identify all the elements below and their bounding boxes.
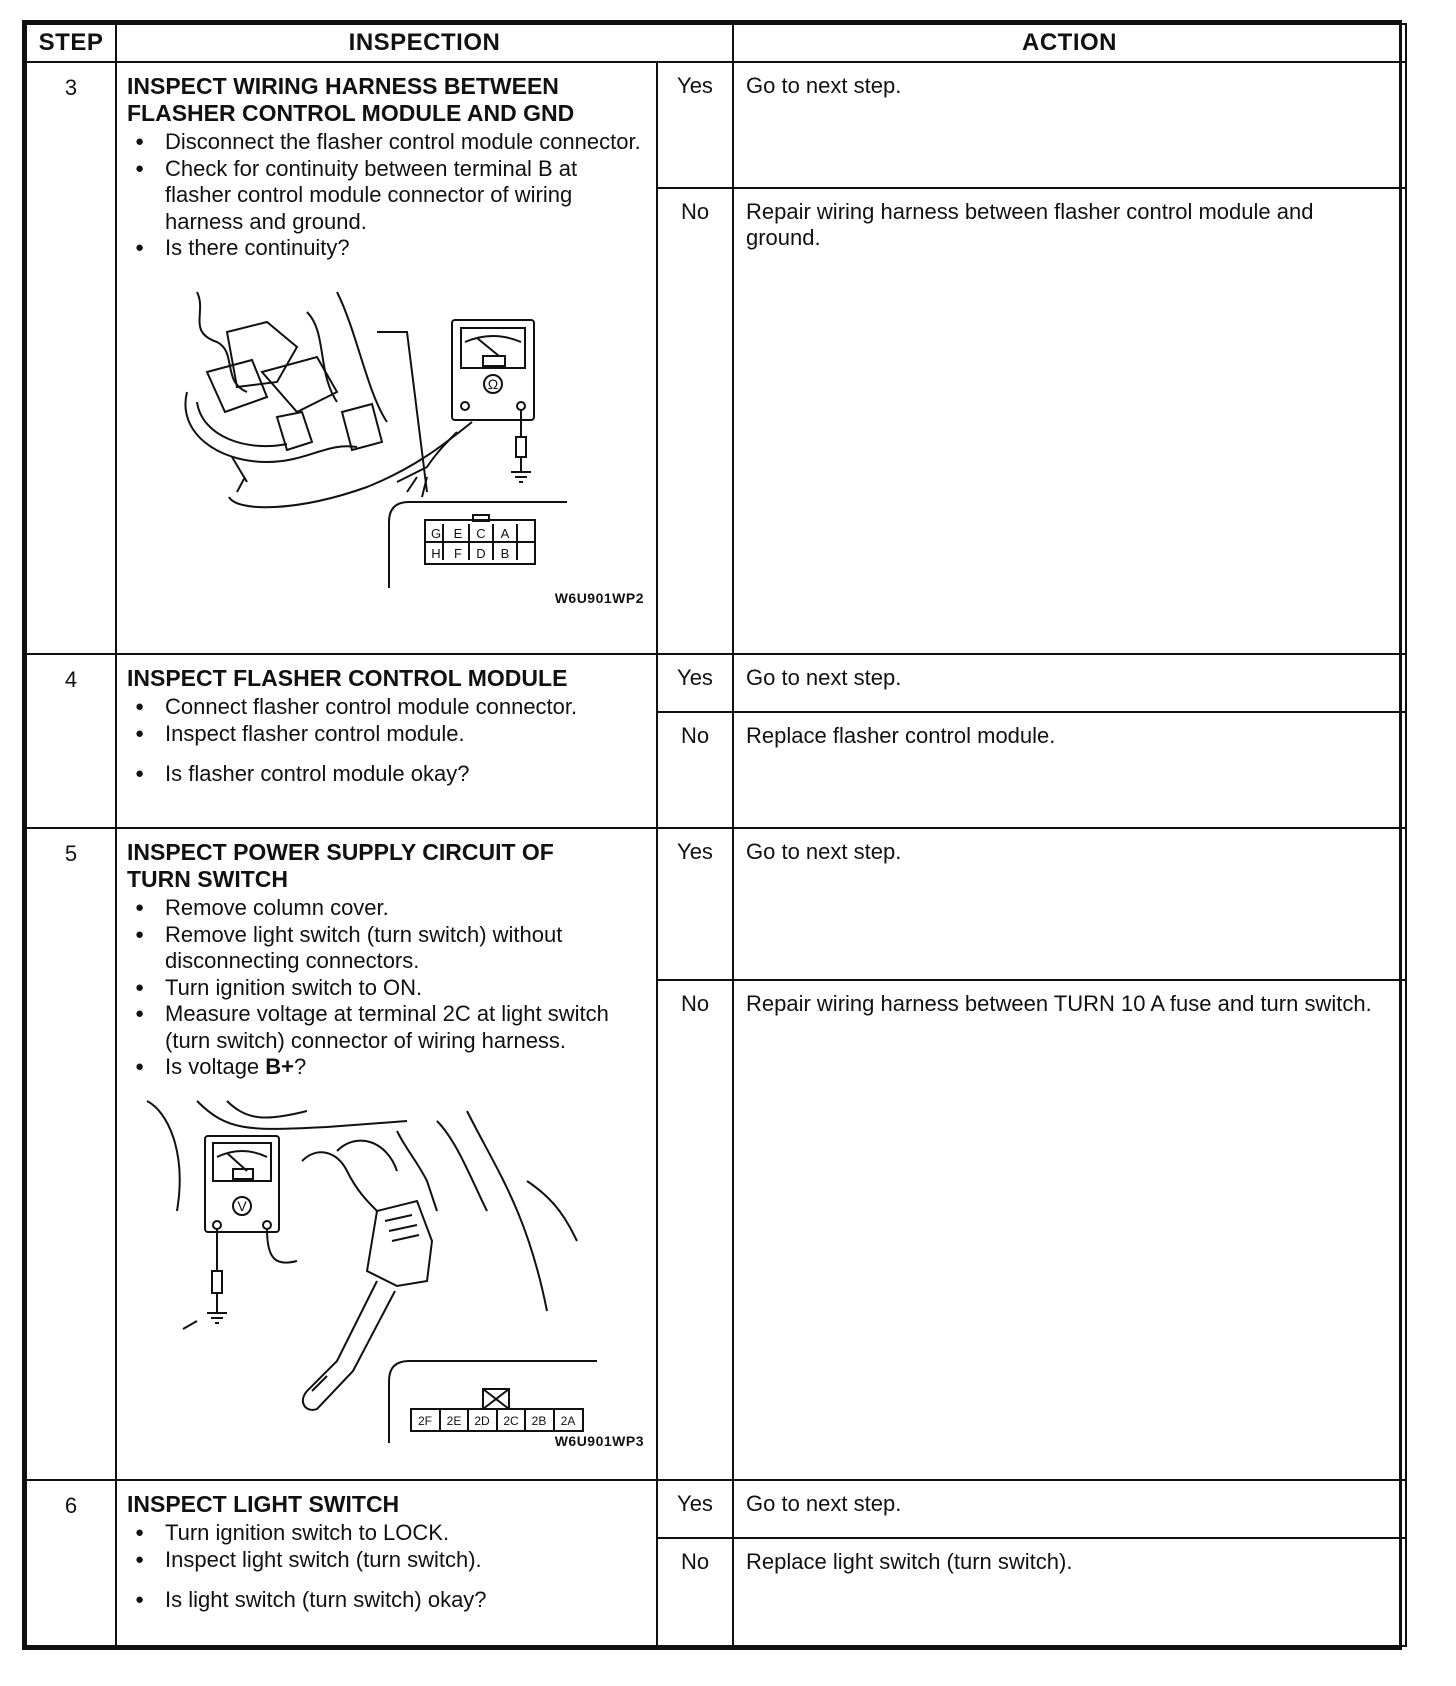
procedure-item: ● Remove light switch (turn switch) without disconnecting connectors.	[127, 922, 646, 975]
step-title-line: TURN SWITCH	[127, 866, 288, 892]
connector-terminal-label: G	[430, 525, 442, 541]
yes-label: Yes	[657, 62, 733, 188]
procedure-item: ● Inspect flasher control module.	[127, 721, 646, 748]
continuity-test-figure	[127, 272, 646, 608]
no-label: No	[657, 1538, 733, 1646]
connector-terminal-label: E	[453, 525, 463, 541]
step-6-inspection	[116, 1480, 657, 1646]
step-title: INSPECT LIGHT SWITCH	[127, 1491, 400, 1517]
connector-terminal-label: 2C	[503, 1413, 519, 1428]
no-action: Repair wiring harness between TURN 10 A fuse and turn switch.	[733, 980, 1406, 1480]
step-number: 4	[26, 654, 116, 828]
procedure-item: ● Disconnect the flasher control module connector.	[127, 129, 646, 156]
voltmeter-icon: V	[237, 1197, 247, 1214]
procedure-item: ● Check for continuity between terminal B at flasher control module connector of wiring harness and ground.	[127, 156, 646, 236]
connector-terminal-label: 2F	[417, 1413, 433, 1428]
procedure-item: ● Measure voltage at terminal 2C at light switch (turn switch) connector of wiring harness.	[127, 1001, 646, 1054]
step-4-inspection	[116, 654, 657, 828]
figure-code: W6U901WP3	[554, 1432, 644, 1449]
step-4-yes-row	[26, 654, 1406, 712]
procedure-item: ● Is there continuity?	[127, 235, 646, 262]
step-title-line: INSPECT WIRING HARNESS BETWEEN	[127, 73, 559, 99]
yes-action: Go to next step.	[733, 62, 1406, 188]
action-header: ACTION	[733, 24, 1406, 62]
step-3-inspection	[116, 62, 657, 654]
step-5-inspection	[116, 828, 657, 1480]
no-action: Replace light switch (turn switch).	[733, 1538, 1406, 1646]
connector-terminal-label: H	[431, 545, 441, 561]
procedure-list	[127, 895, 646, 1081]
header-row	[26, 24, 1406, 62]
yes-action: Go to next step.	[733, 1480, 1406, 1538]
connector-terminal-label: 2D	[474, 1413, 490, 1428]
procedure-item: ● Turn ignition switch to ON.	[127, 975, 646, 1002]
step-number: 6	[26, 1480, 116, 1646]
procedure-item: ● Is light switch (turn switch) okay?	[127, 1587, 646, 1614]
no-label: No	[657, 188, 733, 654]
step-title	[127, 73, 646, 127]
connector-terminal-label: B	[500, 545, 510, 561]
ohm-icon: Ω	[487, 375, 499, 392]
voltage-test-figure	[127, 1091, 646, 1451]
no-label: No	[657, 712, 733, 828]
step-number: 5	[26, 828, 116, 1480]
step-title: INSPECT FLASHER CONTROL MODULE	[127, 665, 568, 691]
step-title-line: FLASHER CONTROL MODULE AND GND	[127, 100, 575, 126]
step-3-yes-row	[26, 62, 1406, 188]
connector-terminal-label: D	[476, 545, 486, 561]
procedure-item: ● Remove column cover.	[127, 895, 646, 922]
no-action: Replace flasher control module.	[733, 712, 1406, 828]
harness-illustration	[127, 272, 647, 608]
procedure-item: ● Is flasher control module okay?	[127, 761, 646, 788]
troubleshooting-table	[25, 23, 1407, 1647]
bullet-bold-text: B+	[265, 1054, 295, 1079]
procedure-item	[127, 1054, 646, 1081]
procedure-list	[127, 1520, 646, 1614]
service-manual-page	[22, 20, 1402, 1650]
procedure-list	[127, 694, 646, 788]
step-5-yes-row	[26, 828, 1406, 980]
step-6-yes-row	[26, 1480, 1406, 1538]
yes-label: Yes	[657, 1480, 733, 1538]
yes-label: Yes	[657, 654, 733, 712]
step-number: 3	[26, 62, 116, 654]
bullet-text: ?	[294, 1054, 307, 1079]
procedure-list	[127, 129, 646, 262]
yes-label: Yes	[657, 828, 733, 980]
yes-action: Go to next step.	[733, 828, 1406, 980]
bullet-text: Is voltage	[165, 1054, 266, 1079]
connector-terminal-label: C	[476, 525, 486, 541]
procedure-item: ● Connect flasher control module connector.	[127, 694, 646, 721]
step-header: STEP	[26, 24, 116, 62]
no-action: Repair wiring harness between flasher control module and ground.	[733, 188, 1406, 654]
connector-terminal-label: 2B	[531, 1413, 547, 1428]
yes-action: Go to next step.	[733, 654, 1406, 712]
connector-terminal-label: F	[454, 545, 462, 561]
procedure-item: ● Turn ignition switch to LOCK.	[127, 1520, 646, 1547]
connector-terminal-label: A	[500, 525, 510, 541]
connector-terminal-label: 2A	[560, 1413, 576, 1428]
figure-code: W6U901WP2	[554, 589, 644, 606]
step-title	[127, 839, 646, 893]
procedure-item: ● Inspect light switch (turn switch).	[127, 1547, 646, 1574]
inspection-header: INSPECTION	[116, 24, 733, 62]
no-label: No	[657, 980, 733, 1480]
connector-terminal-label: 2E	[446, 1413, 462, 1428]
step-title-line: INSPECT POWER SUPPLY CIRCUIT OF	[127, 839, 554, 865]
turn-switch-illustration	[127, 1091, 647, 1451]
